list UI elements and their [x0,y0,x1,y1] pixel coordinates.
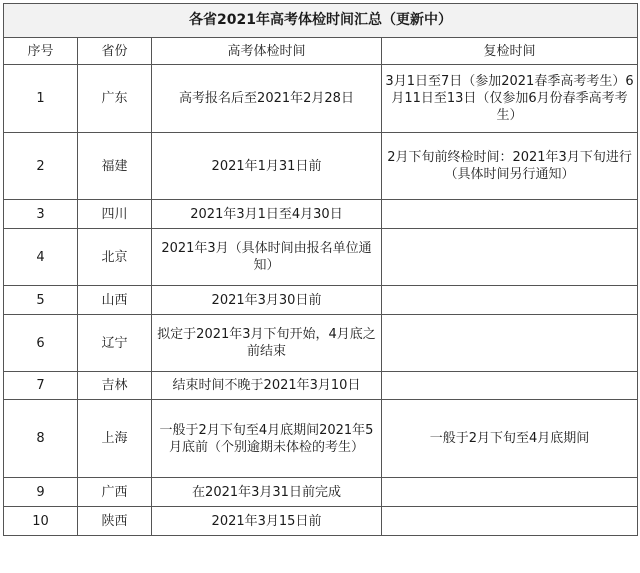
table-row [4,286,638,315]
table-title: 各省2021年高考体检时间汇总（更新中） [4,4,638,38]
header-index: 序号 [4,38,78,65]
row-index: 3 [4,200,78,229]
row-exam-time: 在2021年3月31日前完成 [152,478,382,507]
header-recheck-time: 复检时间 [382,38,638,65]
row-recheck-time: 一般于2月下旬至4月底期间 [382,400,638,478]
row-province: 山西 [78,286,152,315]
row-exam-time: 2021年3月1日至4月30日 [152,200,382,229]
row-index: 5 [4,286,78,315]
row-province: 北京 [78,229,152,286]
row-recheck-time: 3月1日至7日（参加2021春季高考考生）6月11日至13日（仅参加6月份春季高考考生） [382,65,638,133]
row-index: 10 [4,507,78,536]
row-recheck-time [382,200,638,229]
row-province: 上海 [78,400,152,478]
row-recheck-time [382,229,638,286]
table-row [4,200,638,229]
table-row [4,478,638,507]
row-index: 6 [4,315,78,372]
row-exam-time: 结束时间不晚于2021年3月10日 [152,372,382,400]
row-recheck-time [382,507,638,536]
row-exam-time: 一般于2月下旬至4月底期间2021年5月底前（个别逾期未体检的考生） [152,400,382,478]
row-recheck-time [382,372,638,400]
row-province: 广西 [78,478,152,507]
row-index: 2 [4,133,78,200]
row-province: 四川 [78,200,152,229]
table-row [4,507,638,536]
header-province: 省份 [78,38,152,65]
row-exam-time: 拟定于2021年3月下旬开始，4月底之前结束 [152,315,382,372]
table-row [4,400,638,478]
row-province: 辽宁 [78,315,152,372]
row-province: 陕西 [78,507,152,536]
row-recheck-time [382,478,638,507]
table-row [4,133,638,200]
row-exam-time: 2021年1月31日前 [152,133,382,200]
row-index: 8 [4,400,78,478]
row-province: 福建 [78,133,152,200]
row-exam-time: 高考报名后至2021年2月28日 [152,65,382,133]
table-row [4,65,638,133]
header-exam-time: 高考体检时间 [152,38,382,65]
row-exam-time: 2021年3月（具体时间由报名单位通知） [152,229,382,286]
row-province: 广东 [78,65,152,133]
row-index: 4 [4,229,78,286]
row-recheck-time [382,286,638,315]
table-row [4,315,638,372]
row-recheck-time [382,315,638,372]
row-exam-time: 2021年3月15日前 [152,507,382,536]
row-index: 1 [4,65,78,133]
table-row [4,229,638,286]
row-index: 9 [4,478,78,507]
table-row [4,372,638,400]
row-exam-time: 2021年3月30日前 [152,286,382,315]
row-recheck-time: 2月下旬前终检时间：2021年3月下旬进行（具体时间另行通知） [382,133,638,200]
row-index: 7 [4,372,78,400]
exam-schedule-table [3,3,638,536]
row-province: 吉林 [78,372,152,400]
